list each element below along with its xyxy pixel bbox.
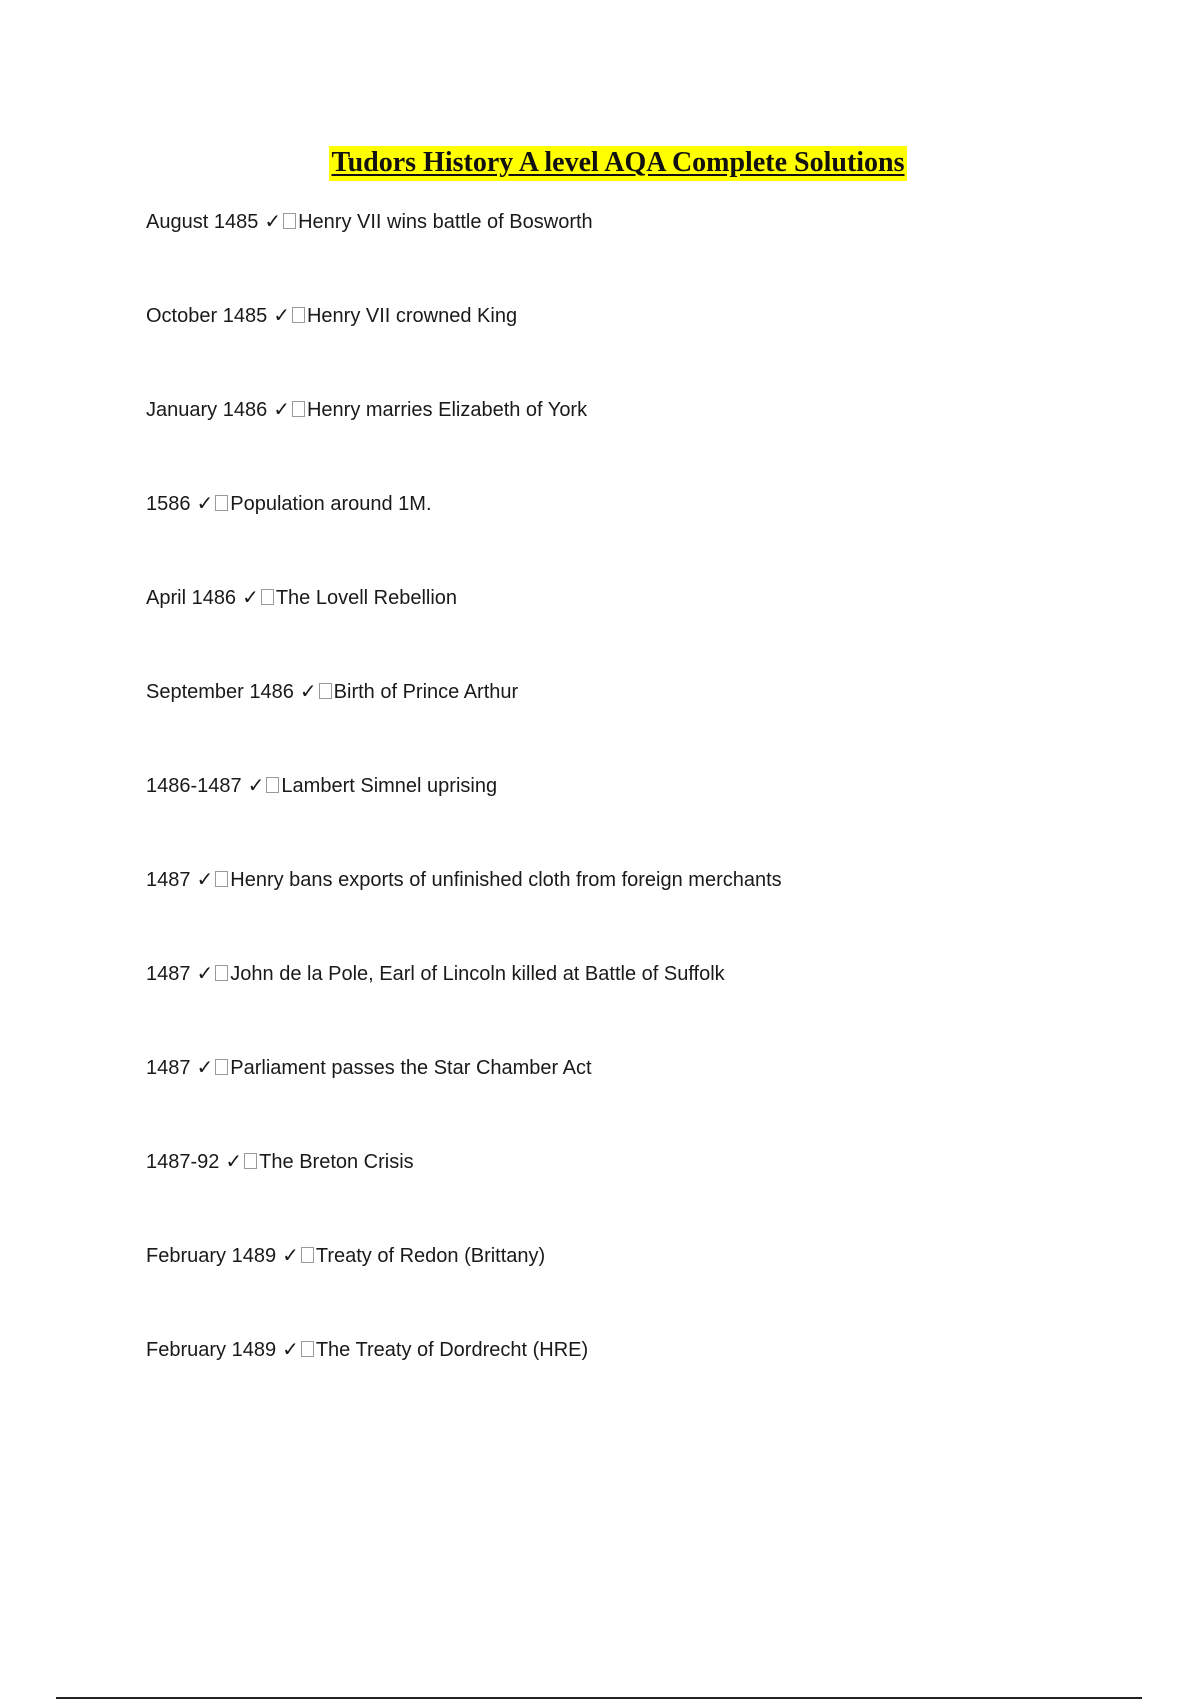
placeholder-box-icon bbox=[319, 683, 332, 699]
placeholder-box-icon bbox=[283, 213, 296, 229]
entry-date: 1487 bbox=[146, 963, 191, 985]
check-icon: ✓ bbox=[299, 681, 317, 703]
entry-date: 1487 bbox=[146, 869, 191, 891]
entry-text: Henry VII crowned King bbox=[306, 305, 518, 327]
footer-divider bbox=[56, 1697, 1142, 1699]
check-icon: ✓ bbox=[273, 399, 290, 421]
check-icon: ✓ bbox=[282, 1245, 299, 1267]
check-icon: ✓ bbox=[196, 493, 214, 515]
list-item bbox=[146, 1244, 782, 1338]
list-item bbox=[146, 586, 782, 680]
placeholder-box-icon bbox=[261, 589, 274, 605]
entry-text: John de la Pole, Earl of Lincoln killed at Battle of Suffolk bbox=[230, 963, 725, 985]
check-icon: ✓ bbox=[264, 211, 282, 233]
page-title bbox=[0, 144, 1200, 177]
check-icon: ✓ bbox=[282, 1339, 299, 1361]
check-icon: ✓ bbox=[247, 775, 265, 797]
entry-date: September 1486 bbox=[146, 681, 294, 703]
entry-text: Treaty of Redon (Brittany) bbox=[315, 1245, 546, 1267]
entry-text: The Breton Crisis bbox=[259, 1151, 414, 1173]
list-item bbox=[146, 1338, 782, 1432]
placeholder-box-icon bbox=[215, 965, 228, 981]
entry-text: The Lovell Rebellion bbox=[275, 587, 458, 609]
entry-text: Henry bans exports of unfinished cloth from foreign merchants bbox=[230, 869, 782, 891]
placeholder-box-icon bbox=[215, 1059, 228, 1075]
list-item bbox=[146, 774, 782, 868]
list-item bbox=[146, 398, 782, 492]
entry-date: October 1485 bbox=[146, 305, 268, 327]
check-icon: ✓ bbox=[225, 1151, 243, 1173]
entry-date: 1487 bbox=[146, 1057, 191, 1079]
entry-text: Birth of Prince Arthur bbox=[333, 681, 519, 703]
check-icon: ✓ bbox=[196, 869, 214, 891]
list-item bbox=[146, 304, 782, 398]
entry-text: The Treaty of Dordrecht (HRE) bbox=[315, 1339, 589, 1361]
list-item bbox=[146, 1056, 782, 1150]
entry-date: February 1489 bbox=[146, 1339, 277, 1361]
placeholder-box-icon bbox=[292, 307, 305, 323]
page-title-text: Tudors History A level AQA Complete Solutions bbox=[329, 146, 906, 181]
placeholder-box-icon bbox=[301, 1247, 314, 1263]
entry-text: Parliament passes the Star Chamber Act bbox=[230, 1057, 592, 1079]
check-icon: ✓ bbox=[196, 963, 214, 985]
entry-date: 1586 bbox=[146, 493, 191, 515]
placeholder-box-icon bbox=[266, 777, 279, 793]
entry-date: January 1486 bbox=[146, 399, 268, 421]
placeholder-box-icon bbox=[215, 871, 228, 887]
list-item bbox=[146, 868, 782, 962]
entry-date: August 1485 bbox=[146, 211, 259, 233]
list-item bbox=[146, 210, 782, 304]
check-icon: ✓ bbox=[242, 587, 259, 609]
entry-text: Population around 1M. bbox=[230, 493, 432, 515]
list-item bbox=[146, 492, 782, 586]
placeholder-box-icon bbox=[215, 495, 228, 511]
placeholder-box-icon bbox=[292, 401, 305, 417]
check-icon: ✓ bbox=[196, 1057, 214, 1079]
entry-text: Henry VII wins battle of Bosworth bbox=[298, 211, 593, 233]
entry-date: 1486-1487 bbox=[146, 775, 242, 797]
timeline-list bbox=[146, 210, 782, 1432]
entry-date: February 1489 bbox=[146, 1245, 277, 1267]
placeholder-box-icon bbox=[244, 1153, 257, 1169]
list-item bbox=[146, 962, 782, 1056]
placeholder-box-icon bbox=[301, 1341, 314, 1357]
check-icon: ✓ bbox=[273, 305, 290, 327]
entry-date: 1487-92 bbox=[146, 1151, 220, 1173]
entry-date: April 1486 bbox=[146, 587, 237, 609]
list-item bbox=[146, 680, 782, 774]
entry-text: Henry marries Elizabeth of York bbox=[306, 399, 588, 421]
list-item bbox=[146, 1150, 782, 1244]
entry-text: Lambert Simnel uprising bbox=[281, 775, 498, 797]
